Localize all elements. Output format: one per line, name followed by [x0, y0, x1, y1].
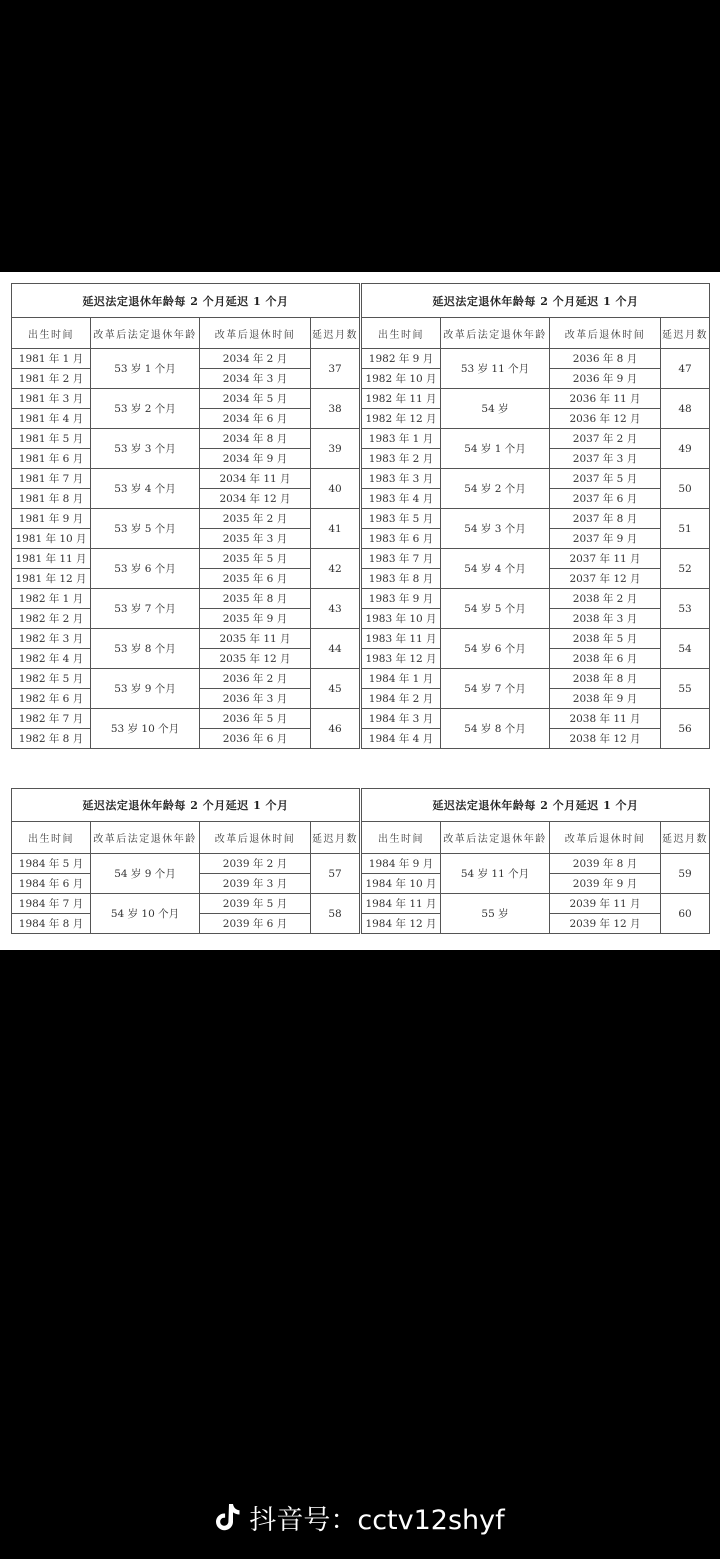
watermark-text: 抖音号：cctv12shyf [249, 1504, 505, 1536]
retirement-time-cell: 2034 年 3 月 [200, 369, 311, 389]
table-row [12, 349, 360, 369]
retirement-time-cell: 2039 年 3 月 [200, 874, 311, 894]
birth-cell: 1984 年 12 月 [362, 914, 441, 934]
retirement-time-cell: 2038 年 11 月 [550, 709, 661, 729]
birth-cell: 1984 年 2 月 [362, 689, 441, 709]
birth-cell: 1981 年 12 月 [12, 569, 91, 589]
retirement-time-cell: 2039 年 12 月 [550, 914, 661, 934]
retirement-time-cell: 2034 年 6 月 [200, 409, 311, 429]
birth-cell: 1984 年 8 月 [12, 914, 91, 934]
delay-months-cell: 52 [661, 549, 710, 589]
retirement-table [361, 283, 710, 749]
birth-cell: 1983 年 10 月 [362, 609, 441, 629]
column-header: 延迟月数 [311, 822, 360, 854]
birth-cell: 1983 年 7 月 [362, 549, 441, 569]
delay-months-cell: 56 [661, 709, 710, 749]
retirement-time-cell: 2036 年 12 月 [550, 409, 661, 429]
birth-cell: 1981 年 11 月 [12, 549, 91, 569]
table-title: 延迟法定退休年龄每 2 个月延迟 1 个月 [362, 284, 710, 318]
table-row [362, 669, 710, 689]
retirement-time-cell: 2034 年 2 月 [200, 349, 311, 369]
column-header: 出生时间 [362, 822, 441, 854]
retirement-table [11, 788, 360, 934]
birth-cell: 1981 年 6 月 [12, 449, 91, 469]
retirement-time-cell: 2036 年 2 月 [200, 669, 311, 689]
birth-cell: 1981 年 7 月 [12, 469, 91, 489]
retirement-age-cell: 53 岁 11 个月 [441, 349, 550, 389]
delay-months-cell: 58 [311, 894, 360, 934]
table-row [362, 589, 710, 609]
retirement-age-cell: 54 岁 [441, 389, 550, 429]
retirement-time-cell: 2034 年 12 月 [200, 489, 311, 509]
retirement-time-cell: 2035 年 2 月 [200, 509, 311, 529]
column-header: 改革后退休时间 [200, 822, 311, 854]
column-header: 延迟月数 [661, 318, 710, 349]
delay-months-cell: 46 [311, 709, 360, 749]
table-row [12, 549, 360, 569]
retirement-time-cell: 2038 年 5 月 [550, 629, 661, 649]
birth-cell: 1984 年 11 月 [362, 894, 441, 914]
retirement-time-cell: 2039 年 11 月 [550, 894, 661, 914]
retirement-age-cell: 55 岁 [441, 894, 550, 934]
retirement-time-cell: 2036 年 11 月 [550, 389, 661, 409]
column-header: 改革后退休时间 [550, 822, 661, 854]
retirement-age-cell: 54 岁 6 个月 [441, 629, 550, 669]
birth-cell: 1981 年 2 月 [12, 369, 91, 389]
retirement-time-cell: 2034 年 8 月 [200, 429, 311, 449]
column-header: 出生时间 [362, 318, 441, 349]
delay-months-cell: 48 [661, 389, 710, 429]
retirement-age-cell: 53 岁 3 个月 [91, 429, 200, 469]
retirement-time-cell: 2035 年 12 月 [200, 649, 311, 669]
birth-cell: 1981 年 4 月 [12, 409, 91, 429]
retirement-time-cell: 2036 年 8 月 [550, 349, 661, 369]
delay-months-cell: 60 [661, 894, 710, 934]
retirement-age-cell: 54 岁 3 个月 [441, 509, 550, 549]
birth-cell: 1984 年 5 月 [12, 854, 91, 874]
birth-cell: 1984 年 9 月 [362, 854, 441, 874]
delay-months-cell: 54 [661, 629, 710, 669]
retirement-time-cell: 2037 年 11 月 [550, 549, 661, 569]
table-row [12, 854, 360, 874]
birth-cell: 1982 年 6 月 [12, 689, 91, 709]
retirement-time-cell: 2036 年 5 月 [200, 709, 311, 729]
table-row [362, 389, 710, 409]
birth-cell: 1981 年 1 月 [12, 349, 91, 369]
table-row [362, 349, 710, 369]
table-title: 延迟法定退休年龄每 2 个月延迟 1 个月 [12, 284, 360, 318]
delay-months-cell: 51 [661, 509, 710, 549]
birth-cell: 1983 年 5 月 [362, 509, 441, 529]
table-row [12, 629, 360, 649]
retirement-time-cell: 2036 年 6 月 [200, 729, 311, 749]
tiktok-logo-icon [215, 1502, 241, 1532]
delay-months-cell: 41 [311, 509, 360, 549]
birth-cell: 1982 年 4 月 [12, 649, 91, 669]
delay-months-cell: 37 [311, 349, 360, 389]
retirement-time-cell: 2039 年 9 月 [550, 874, 661, 894]
retirement-age-cell: 54 岁 2 个月 [441, 469, 550, 509]
retirement-age-cell: 54 岁 8 个月 [441, 709, 550, 749]
delay-months-cell: 59 [661, 854, 710, 894]
birth-cell: 1983 年 12 月 [362, 649, 441, 669]
retirement-age-cell: 53 岁 7 个月 [91, 589, 200, 629]
delay-months-cell: 53 [661, 589, 710, 629]
birth-cell: 1982 年 7 月 [12, 709, 91, 729]
table-row [12, 709, 360, 729]
birth-cell: 1983 年 11 月 [362, 629, 441, 649]
retirement-age-cell: 54 岁 4 个月 [441, 549, 550, 589]
table-row [12, 669, 360, 689]
table-row [12, 894, 360, 914]
birth-cell: 1983 年 8 月 [362, 569, 441, 589]
table-row [362, 469, 710, 489]
birth-cell: 1982 年 5 月 [12, 669, 91, 689]
retirement-time-cell: 2034 年 9 月 [200, 449, 311, 469]
table-row [362, 894, 710, 914]
column-header: 改革后法定退休年龄 [441, 822, 550, 854]
watermark [0, 1497, 720, 1537]
retirement-age-cell: 53 岁 10 个月 [91, 709, 200, 749]
birth-cell: 1983 年 3 月 [362, 469, 441, 489]
retirement-time-cell: 2035 年 3 月 [200, 529, 311, 549]
table-row [12, 469, 360, 489]
column-header: 改革后法定退休年龄 [91, 318, 200, 349]
column-header: 改革后法定退休年龄 [441, 318, 550, 349]
birth-cell: 1983 年 6 月 [362, 529, 441, 549]
birth-cell: 1984 年 6 月 [12, 874, 91, 894]
retirement-time-cell: 2037 年 6 月 [550, 489, 661, 509]
retirement-age-cell: 53 岁 2 个月 [91, 389, 200, 429]
birth-cell: 1984 年 4 月 [362, 729, 441, 749]
birth-cell: 1982 年 1 月 [12, 589, 91, 609]
retirement-time-cell: 2039 年 2 月 [200, 854, 311, 874]
birth-cell: 1981 年 10 月 [12, 529, 91, 549]
retirement-age-cell: 53 岁 5 个月 [91, 509, 200, 549]
table-row [362, 854, 710, 874]
retirement-age-cell: 54 岁 10 个月 [91, 894, 200, 934]
birth-cell: 1982 年 8 月 [12, 729, 91, 749]
retirement-time-cell: 2037 年 9 月 [550, 529, 661, 549]
column-header: 改革后退休时间 [550, 318, 661, 349]
retirement-time-cell: 2035 年 11 月 [200, 629, 311, 649]
table-row [12, 429, 360, 449]
retirement-time-cell: 2035 年 8 月 [200, 589, 311, 609]
delay-months-cell: 45 [311, 669, 360, 709]
retirement-time-cell: 2038 年 12 月 [550, 729, 661, 749]
retirement-time-cell: 2038 年 6 月 [550, 649, 661, 669]
birth-cell: 1982 年 11 月 [362, 389, 441, 409]
retirement-time-cell: 2037 年 8 月 [550, 509, 661, 529]
birth-cell: 1981 年 5 月 [12, 429, 91, 449]
table-row [12, 509, 360, 529]
retirement-time-cell: 2036 年 3 月 [200, 689, 311, 709]
delay-months-cell: 55 [661, 669, 710, 709]
birth-cell: 1981 年 3 月 [12, 389, 91, 409]
retirement-table [361, 788, 710, 934]
birth-cell: 1981 年 9 月 [12, 509, 91, 529]
column-header: 出生时间 [12, 822, 91, 854]
retirement-age-cell: 53 岁 4 个月 [91, 469, 200, 509]
delay-months-cell: 40 [311, 469, 360, 509]
retirement-age-cell: 53 岁 1 个月 [91, 349, 200, 389]
retirement-time-cell: 2038 年 8 月 [550, 669, 661, 689]
retirement-age-cell: 53 岁 8 个月 [91, 629, 200, 669]
retirement-time-cell: 2035 年 5 月 [200, 549, 311, 569]
retirement-time-cell: 2038 年 9 月 [550, 689, 661, 709]
retirement-age-cell: 54 岁 1 个月 [441, 429, 550, 469]
retirement-age-cell: 54 岁 7 个月 [441, 669, 550, 709]
delay-months-cell: 43 [311, 589, 360, 629]
delay-months-cell: 57 [311, 854, 360, 894]
table-title: 延迟法定退休年龄每 2 个月延迟 1 个月 [12, 789, 360, 822]
table-row [362, 509, 710, 529]
column-header: 改革后退休时间 [200, 318, 311, 349]
retirement-time-cell: 2038 年 2 月 [550, 589, 661, 609]
birth-cell: 1982 年 10 月 [362, 369, 441, 389]
retirement-time-cell: 2037 年 5 月 [550, 469, 661, 489]
retirement-time-cell: 2037 年 3 月 [550, 449, 661, 469]
retirement-time-cell: 2037 年 12 月 [550, 569, 661, 589]
retirement-time-cell: 2039 年 8 月 [550, 854, 661, 874]
column-header: 延迟月数 [661, 822, 710, 854]
retirement-time-cell: 2036 年 9 月 [550, 369, 661, 389]
retirement-age-cell: 54 岁 11 个月 [441, 854, 550, 894]
table-row [12, 589, 360, 609]
retirement-age-cell: 53 岁 6 个月 [91, 549, 200, 589]
birth-cell: 1983 年 1 月 [362, 429, 441, 449]
delay-months-cell: 44 [311, 629, 360, 669]
birth-cell: 1982 年 2 月 [12, 609, 91, 629]
birth-cell: 1982 年 12 月 [362, 409, 441, 429]
birth-cell: 1983 年 4 月 [362, 489, 441, 509]
retirement-time-cell: 2037 年 2 月 [550, 429, 661, 449]
column-header: 改革后法定退休年龄 [91, 822, 200, 854]
column-header: 出生时间 [12, 318, 91, 349]
birth-cell: 1982 年 9 月 [362, 349, 441, 369]
table-title: 延迟法定退休年龄每 2 个月延迟 1 个月 [362, 789, 710, 822]
retirement-age-cell: 54 岁 5 个月 [441, 589, 550, 629]
birth-cell: 1983 年 9 月 [362, 589, 441, 609]
delay-months-cell: 38 [311, 389, 360, 429]
retirement-time-cell: 2034 年 11 月 [200, 469, 311, 489]
delay-months-cell: 47 [661, 349, 710, 389]
table-row [362, 549, 710, 569]
birth-cell: 1984 年 10 月 [362, 874, 441, 894]
delay-months-cell: 39 [311, 429, 360, 469]
retirement-table [11, 283, 360, 749]
table-row [362, 629, 710, 649]
birth-cell: 1982 年 3 月 [12, 629, 91, 649]
table-row [362, 709, 710, 729]
retirement-time-cell: 2035 年 6 月 [200, 569, 311, 589]
column-header: 延迟月数 [311, 318, 360, 349]
table-row [12, 389, 360, 409]
birth-cell: 1983 年 2 月 [362, 449, 441, 469]
retirement-time-cell: 2035 年 9 月 [200, 609, 311, 629]
birth-cell: 1984 年 3 月 [362, 709, 441, 729]
delay-months-cell: 42 [311, 549, 360, 589]
retirement-time-cell: 2039 年 6 月 [200, 914, 311, 934]
retirement-time-cell: 2038 年 3 月 [550, 609, 661, 629]
retirement-age-cell: 53 岁 9 个月 [91, 669, 200, 709]
birth-cell: 1984 年 7 月 [12, 894, 91, 914]
retirement-time-cell: 2034 年 5 月 [200, 389, 311, 409]
table-row [362, 429, 710, 449]
retirement-age-cell: 54 岁 9 个月 [91, 854, 200, 894]
retirement-time-cell: 2039 年 5 月 [200, 894, 311, 914]
delay-months-cell: 50 [661, 469, 710, 509]
birth-cell: 1984 年 1 月 [362, 669, 441, 689]
birth-cell: 1981 年 8 月 [12, 489, 91, 509]
delay-months-cell: 49 [661, 429, 710, 469]
